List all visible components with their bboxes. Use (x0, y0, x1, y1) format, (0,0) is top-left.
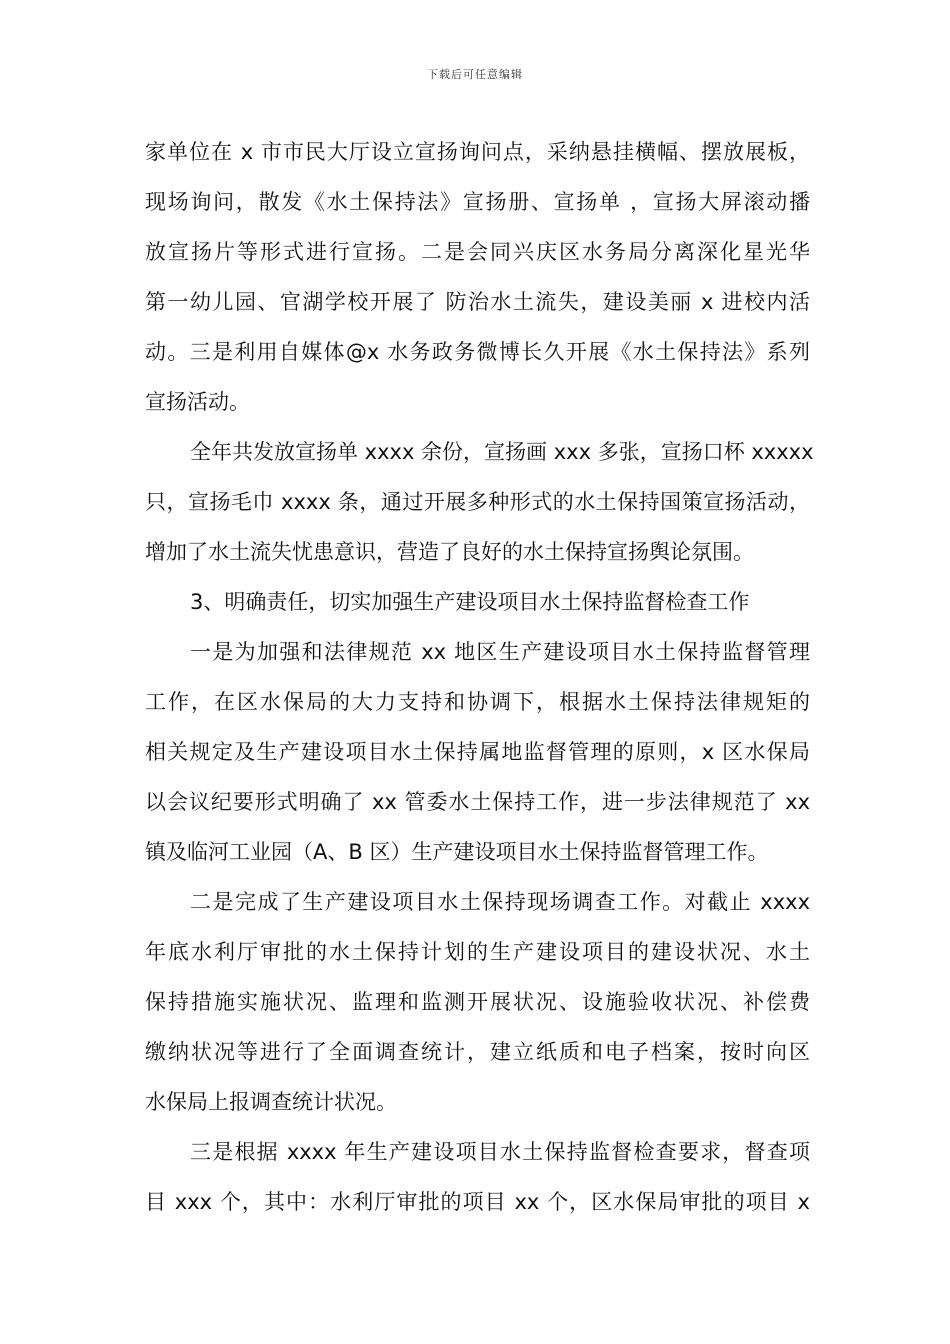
text-line: 全年共发放宣扬单 xxxx 余份，宣扬画 xxx 多张，宣扬口杯 xxxxx (190, 440, 814, 464)
text-line: 第一幼儿园、官湖学校开展了 防治水土流失，建设美丽 x 进校内活 (145, 290, 810, 314)
text-line: 保持措施实施状况、监理和监测开展状况、设施验收状况、补偿费 (145, 990, 810, 1014)
text-line: 缴纳状况等进行了全面调查统计，建立纸质和电子档案，按时向区 (145, 1040, 810, 1064)
text-line: 放宣扬片等形式进行宣扬。二是会同兴庆区水务局分离深化星光华 (145, 240, 810, 264)
text-line: 只，宣扬毛巾 xxxx 条，通过开展多种形式的水土保持国策宣扬活动， (145, 490, 810, 514)
text-line: 宣扬活动。 (145, 390, 250, 414)
page-header: 下载后可任意编辑 (427, 68, 523, 81)
text-line: 相关规定及生产建设项目水土保持属地监督管理的原则，x 区水保局 (145, 740, 810, 764)
text-line: 年底水利厅审批的水土保持计划的生产建设项目的建设状况、水土 (145, 940, 810, 964)
text-line: 目 xxx 个，其中：水利厅审批的项目 xx 个，区水保局审批的项目 x (145, 1190, 810, 1214)
text-line: 一是为加强和法律规范 xx 地区生产建设项目水土保持监督管理 (190, 640, 810, 664)
text-line: 动。三是利用自媒体@x 水务政务微博长久开展《水土保持法》系列 (145, 340, 810, 364)
text-line: 水保局上报调查统计状况。 (145, 1090, 397, 1114)
text-line: 二是完成了生产建设项目水土保持现场调查工作。对截止 xxxx (190, 890, 810, 914)
text-line: 三是根据 xxxx 年生产建设项目水土保持监督检查要求，督查项 (190, 1140, 810, 1164)
text-line: 镇及临河工业园（A、B 区）生产建设项目水土保持监督管理工作。 (145, 840, 769, 864)
document-body (145, 127, 814, 1227)
text-line: 工作，在区水保局的大力支持和协调下，根据水土保持法律规矩的 (145, 690, 810, 714)
section-heading: 3、明确责任，切实加强生产建设项目水土保持监督检查工作 (190, 590, 750, 614)
text-line: 以会议纪要形式明确了 xx 管委水土保持工作，进一步法律规范了 xx (145, 790, 810, 814)
text-line: 增加了水土流失忧患意识，营造了良好的水土保持宣扬舆论氛围。 (145, 540, 754, 564)
text-line: 家单位在 x 市市民大厅设立宣扬询问点，采纳悬挂横幅、摆放展板， (145, 140, 810, 164)
text-line: 现场询问，散发《水土保持法》宣扬册、宣扬单 ，宣扬大屏滚动播 (145, 190, 810, 214)
